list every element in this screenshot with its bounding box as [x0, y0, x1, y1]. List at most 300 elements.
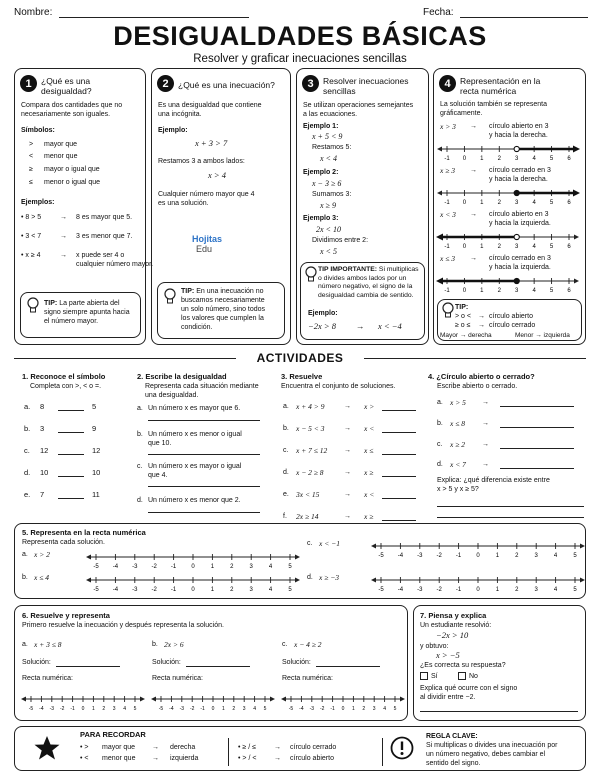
number-line[interactable] — [374, 575, 582, 593]
arrow-icon: → — [344, 425, 351, 432]
arrow-icon: → — [470, 255, 477, 262]
name-field[interactable] — [14, 7, 249, 18]
footer-divider — [228, 738, 229, 766]
solution-label: Solución: — [152, 659, 181, 666]
case-text-2: y hacia la izquierda. — [489, 220, 551, 227]
panel1-title: ¿Qué es una desigualdad? — [41, 76, 92, 96]
item-equation: x ≤ 8 — [450, 419, 465, 428]
tick-label: -3 — [132, 564, 138, 570]
case-text-2: y hacia la derecha. — [489, 176, 548, 183]
yes-option[interactable]: Sí — [420, 672, 438, 681]
panel3-title: Resolver inecuaciones sencillas — [323, 76, 409, 96]
item-letter: f. — [283, 513, 287, 520]
tick-label: 2 — [362, 706, 366, 712]
ex3-eq: 2x < 10 — [316, 225, 341, 234]
activity7-answer-line[interactable] — [420, 711, 578, 712]
left-value: 7 — [40, 490, 45, 499]
tick-label: 2 — [497, 156, 501, 162]
solution-blank[interactable] — [186, 666, 250, 667]
tick-label: 3 — [112, 706, 116, 712]
arrow-icon: → — [344, 403, 351, 410]
arrow-icon: → — [344, 447, 351, 454]
arrow-icon: → — [482, 461, 489, 468]
symbol-row: ≤ — [29, 179, 33, 186]
arrow-icon: → — [470, 211, 477, 218]
arrow-icon: → — [60, 233, 67, 240]
tick-label: 3 — [242, 706, 246, 712]
tick-label: 3 — [515, 244, 519, 250]
tick-label: -2 — [151, 564, 157, 570]
key-rule-text: Si multiplicas o divides una inecuación por un número negativo, debes cambiar el sentido del signo. — [426, 742, 558, 767]
footer-rule2-text: menor que — [102, 755, 136, 762]
number-line[interactable] — [89, 552, 297, 570]
item-result-prefix: x < — [364, 490, 375, 499]
tick-label: 3 — [534, 587, 538, 593]
activity5-instr: Representa cada solución. — [22, 539, 105, 546]
footer-divider — [382, 738, 383, 766]
tick-label: -5 — [28, 706, 34, 712]
tick-label: -1 — [70, 706, 75, 712]
lightbulb-icon — [163, 288, 177, 306]
ex1-eq: x + 5 < 9 — [312, 132, 343, 141]
arrow-icon: → — [60, 214, 67, 221]
tick-label: -3 — [132, 587, 138, 593]
activities-rule-right — [364, 358, 586, 359]
tick-label: 4 — [268, 587, 273, 593]
right-value: 5 — [92, 402, 97, 411]
yes-checkbox[interactable] — [420, 672, 428, 680]
number-line[interactable] — [440, 276, 576, 294]
panel2-desc: Es una desigualdad que contiene una incógnita. — [158, 102, 262, 118]
panel1-tip-text: TIP: La parte abierta del signo siempre apunta hacia el número mayor. — [44, 300, 130, 325]
arrow-icon: → — [274, 744, 281, 751]
left-value: 10 — [40, 468, 49, 477]
item-result-prefix: x ≤ — [364, 446, 374, 455]
page-title: DESIGUALDADES BÁSICAS — [113, 21, 487, 51]
tick-label: 2 — [497, 288, 501, 294]
tick-label: 5 — [549, 156, 554, 162]
answer-blank[interactable] — [382, 520, 416, 521]
tick-label: 5 — [263, 706, 267, 712]
ex1-title: Ejemplo 1: — [303, 123, 339, 130]
tick-label: -2 — [189, 706, 195, 712]
tick-label: 5 — [573, 587, 577, 593]
ex1-res: x < 4 — [320, 154, 337, 163]
tick-label: 6 — [567, 200, 571, 206]
item-equation: 2x > 6 — [164, 640, 184, 649]
tick-label: 4 — [532, 200, 536, 206]
answer-blank[interactable] — [500, 448, 574, 449]
ex2-step: Sumamos 3: — [312, 191, 352, 198]
example-expr: • x ≥ 4 — [21, 252, 41, 259]
arrow-icon: → — [482, 399, 489, 406]
tick-label: 1 — [495, 553, 500, 559]
answer-blank[interactable] — [58, 476, 84, 477]
item-letter: b. — [437, 420, 443, 427]
item-result-prefix: x ≥ — [364, 468, 374, 477]
activity4-answer-line[interactable] — [437, 517, 584, 518]
activity7-eq1: −2x > 10 — [436, 630, 469, 640]
ex3-res: x < 5 — [320, 247, 337, 256]
tick-label: 0 — [462, 288, 467, 294]
arrow-icon: → — [344, 491, 351, 498]
answer-blank[interactable] — [58, 454, 84, 455]
item-letter: d. — [307, 574, 313, 581]
tick-label: 5 — [288, 564, 292, 570]
tick-label: 1 — [480, 244, 484, 250]
activity1-title: 1. Reconoce el símbolo — [22, 372, 106, 381]
panel1-symbols-title: Símbolos: — [21, 127, 55, 134]
lightbulb-icon — [441, 302, 455, 320]
tick-label: 5 — [549, 288, 554, 294]
number-line[interactable] — [24, 694, 142, 712]
ex2-res: x ≥ 9 — [320, 201, 336, 210]
number-line-label: Recta numérica: — [22, 675, 73, 682]
symbol-row: < — [29, 153, 34, 160]
key-rule-title: REGLA CLAVE: — [426, 733, 478, 740]
item-equation: x < −1 — [319, 539, 340, 548]
number-line[interactable] — [89, 575, 297, 593]
footer-rule4-text: círculo abierto — [290, 755, 334, 762]
arrow-icon: → — [274, 755, 281, 762]
number-line[interactable] — [440, 144, 576, 162]
tick-label: -3 — [179, 706, 185, 712]
tick-label: -2 — [151, 587, 157, 593]
panel3-tip-text: TIP IMPORTANTE: Si multiplicas o divides ambos lados por un número negativo, el signo de la desigualdad cambia de sentido. — [318, 266, 419, 299]
tick-label: 4 — [268, 564, 273, 570]
answer-line[interactable] — [148, 454, 260, 455]
item-equation: x ≥ 2 — [450, 440, 465, 449]
tick-label: 6 — [567, 244, 571, 250]
panel4-tip-menor: Menor → izquierda — [515, 332, 570, 339]
no-option[interactable]: No — [458, 672, 478, 681]
tick-label: 1 — [210, 564, 215, 570]
warning-icon — [390, 736, 414, 760]
tick-label: 1 — [480, 200, 484, 206]
star-icon — [34, 735, 60, 761]
tick-label: -1 — [455, 587, 462, 593]
arrow-icon: → — [478, 313, 485, 320]
case-text-1: círculo abierto en 3 — [489, 123, 549, 130]
tick-label: 2 — [232, 706, 236, 712]
number-line[interactable] — [374, 541, 582, 559]
tick-label: 1 — [352, 706, 355, 712]
case-text-1: círculo cerrado en 3 — [489, 167, 551, 174]
item-letter: c. — [282, 641, 288, 648]
tick-label: 5 — [133, 706, 137, 712]
answer-blank[interactable] — [58, 432, 84, 433]
tick-label: -2 — [436, 553, 442, 559]
tick-label: 0 — [341, 706, 345, 712]
tick-label: -3 — [417, 553, 423, 559]
panel4-tip-mayor: Mayor → derecha — [440, 332, 492, 339]
case-description — [489, 122, 549, 140]
tick-label: -5 — [288, 706, 294, 712]
number-line[interactable] — [440, 232, 576, 250]
tick-label: -5 — [378, 587, 384, 593]
ex2-eq: x − 3 ≥ 6 — [312, 179, 342, 188]
item-text: Un número x es menor o igual — [148, 431, 242, 438]
no-checkbox[interactable] — [458, 672, 466, 680]
answer-blank[interactable] — [382, 432, 416, 433]
open-circle — [514, 146, 519, 151]
case-description — [489, 210, 551, 228]
tick-label: -4 — [397, 553, 404, 559]
panel1-desc: Compara dos cantidades que no necesariamente son iguales. — [21, 102, 123, 118]
panel3-number: 3 — [302, 75, 319, 92]
date-label: Fecha: — [423, 7, 454, 18]
activity4-question: Explica: ¿qué diferencia existe entre x > 5 y x ≥ 5? — [437, 477, 550, 493]
lightbulb-icon — [26, 297, 40, 315]
ex1-step: Restamos 5: — [312, 144, 352, 151]
tick-label: 3 — [515, 200, 519, 206]
tick-label: -5 — [93, 564, 99, 570]
footer-rule1: • > — [80, 744, 89, 751]
panel2-solution: Cualquier número mayor que 4 es una solución. — [158, 191, 255, 207]
tick-label: -1 — [444, 156, 450, 162]
item-text: Un número x es mayor que 6. — [148, 405, 241, 412]
item-equation: x − 2 ≥ 8 — [296, 468, 324, 477]
answer-blank[interactable] — [58, 498, 84, 499]
footer-rule2: • < — [80, 755, 89, 762]
footer-rule3: • ≥ / ≤ — [238, 744, 256, 751]
tick-label: 5 — [288, 587, 292, 593]
panel4-desc: La solución también se representa gráficamente. — [440, 101, 548, 117]
activity6-instr: Primero resuelve la inecuación y después representa la solución. — [22, 622, 224, 629]
item-equation: x − 4 ≥ 2 — [294, 640, 322, 649]
item-letter: c. — [283, 447, 289, 454]
tick-label: 0 — [462, 244, 467, 250]
tick-label: 1 — [222, 706, 225, 712]
tick-label: -2 — [319, 706, 325, 712]
item-text-2: que 4. — [148, 472, 168, 479]
tick-label: -3 — [49, 706, 55, 712]
tick-label: 0 — [462, 156, 467, 162]
solution-label: Solución: — [282, 659, 311, 666]
tick-label: 0 — [462, 200, 467, 206]
tick-label: 0 — [476, 553, 480, 559]
tick-label: -5 — [158, 706, 164, 712]
tick-label: -1 — [444, 244, 450, 250]
panel3-desc: Se utilizan operaciones semejantes a las ecuaciones. — [303, 102, 414, 118]
panel2-title: ¿Qué es una inecuación? — [178, 80, 275, 90]
arrow-icon: → — [344, 469, 351, 476]
case-expression: x ≥ 3 — [440, 166, 455, 175]
tick-label: -1 — [170, 587, 177, 593]
arrow-icon: → — [482, 441, 489, 448]
panel1-examples-title: Ejemplos: — [21, 199, 55, 206]
arrow-icon: → — [60, 252, 67, 259]
tick-label: -1 — [455, 553, 462, 559]
tick-label: 0 — [191, 587, 195, 593]
ex2-title: Ejemplo 2: — [303, 169, 339, 176]
ex3-title: Ejemplo 3: — [303, 215, 339, 222]
date-field[interactable] — [423, 7, 588, 18]
tick-label: 6 — [567, 288, 571, 294]
tick-label: -4 — [112, 587, 119, 593]
item-equation: x + 7 ≤ 12 — [296, 446, 328, 455]
tick-label: -2 — [59, 706, 65, 712]
tick-label: 6 — [567, 156, 571, 162]
footer-rule1-text: mayor que — [102, 744, 136, 751]
activity4-answer-line[interactable] — [437, 506, 584, 507]
tick-label: -4 — [39, 706, 44, 712]
item-letter: c. — [137, 463, 143, 470]
tick-label: 3 — [515, 156, 519, 162]
footer-rule1-dir: derecha — [170, 744, 196, 751]
arrow-icon: → — [482, 420, 489, 427]
example-text: 8 es mayor que 5. — [76, 214, 133, 221]
page-subtitle: Resolver y graficar inecuaciones sencillas — [193, 53, 407, 65]
lightbulb-icon — [304, 266, 318, 284]
number-line[interactable] — [284, 694, 402, 712]
answer-line[interactable] — [148, 512, 260, 513]
answer-line[interactable] — [148, 420, 260, 421]
panel2-eq1: x + 3 > 7 — [195, 138, 228, 148]
hojitas-logo: Hojitas Edu — [192, 234, 223, 254]
solution-blank[interactable] — [56, 666, 120, 667]
item-letter: b. — [24, 424, 31, 433]
symbol-text: mayor o igual que — [44, 166, 100, 173]
tick-label: 2 — [515, 587, 519, 593]
activity7-eq2: x > −5 — [436, 650, 460, 660]
answer-blank[interactable] — [382, 476, 416, 477]
tick-label: 1 — [480, 156, 484, 162]
case-text-1: círculo abierto en 3 — [489, 211, 549, 218]
activity7-instr: Un estudiante resolvió: — [420, 622, 492, 629]
tick-label: 4 — [123, 706, 126, 712]
tick-label: 3 — [249, 564, 253, 570]
solution-blank[interactable] — [316, 666, 380, 667]
footer-rule4: • > / < — [238, 755, 257, 762]
closed-circle — [514, 278, 519, 283]
tick-label: 3 — [372, 706, 376, 712]
case-expression: x > 3 — [440, 122, 456, 131]
example-expr: • 8 > 5 — [21, 214, 42, 221]
footer-rule3-text: círculo cerrado — [290, 744, 337, 751]
item-equation: 3x < 15 — [296, 490, 320, 499]
item-letter: e. — [24, 490, 31, 499]
right-value: 11 — [92, 490, 100, 499]
solution-label: Solución: — [22, 659, 51, 666]
symbol-text: mayor que — [44, 141, 78, 148]
answer-blank[interactable] — [500, 427, 574, 428]
example-expr: • 3 < 7 — [21, 233, 42, 240]
item-equation: x > 5 — [450, 398, 466, 407]
item-letter: d. — [24, 468, 31, 477]
tick-label: 2 — [230, 587, 234, 593]
item-equation: x − 5 < 3 — [296, 424, 325, 433]
right-value: 12 — [92, 446, 101, 455]
tick-label: -4 — [299, 706, 304, 712]
tick-label: 0 — [81, 706, 85, 712]
case-description — [489, 166, 551, 184]
answer-blank[interactable] — [382, 498, 416, 499]
tick-label: 5 — [393, 706, 397, 712]
tick-label: 2 — [515, 553, 519, 559]
tick-label: -5 — [378, 553, 384, 559]
footer-rule2-dir: izquierda — [170, 755, 199, 762]
arrow-icon: → — [356, 321, 365, 331]
item-equation: x ≥ −3 — [319, 573, 340, 582]
activity3-instr: Encuentra el conjunto de soluciones. — [281, 383, 396, 390]
tick-label: -2 — [436, 587, 442, 593]
item-letter: b. — [283, 425, 289, 432]
tick-label: -1 — [444, 288, 450, 294]
answer-blank[interactable] — [58, 410, 84, 411]
activity1-instr: Completa con >, < o =. — [30, 383, 102, 390]
panel1-number: 1 — [20, 75, 37, 92]
answer-blank[interactable] — [382, 454, 416, 455]
tick-label: 4 — [532, 156, 536, 162]
tick-label: -1 — [444, 200, 450, 206]
tick-label: -4 — [397, 587, 404, 593]
name-label: Nombre: — [14, 7, 53, 18]
item-text-2: que 10. — [148, 440, 172, 447]
item-letter: a. — [22, 641, 28, 648]
tick-label: 4 — [553, 553, 558, 559]
case-description — [489, 254, 551, 272]
tick-label: 1 — [210, 587, 215, 593]
activities-rule-left — [14, 358, 236, 359]
right-value: 10 — [92, 468, 101, 477]
item-letter: d. — [283, 469, 289, 476]
open-circle — [514, 234, 519, 239]
number-line[interactable] — [154, 694, 272, 712]
answer-line[interactable] — [148, 486, 260, 487]
panel2-number: 2 — [157, 75, 174, 92]
footer-title: PARA RECORDAR — [80, 730, 146, 739]
tick-label: 1 — [495, 587, 500, 593]
tick-label: -5 — [93, 587, 99, 593]
activity3-title: 3. Resuelve — [281, 372, 323, 381]
panel3-tip-example-title: Ejemplo: — [308, 310, 338, 317]
item-letter: a. — [22, 551, 28, 558]
tick-label: 3 — [515, 288, 519, 294]
case-expression: x < 3 — [440, 210, 456, 219]
activity4-instr: Escribe abierto o cerrado. — [437, 383, 518, 390]
answer-blank[interactable] — [382, 410, 416, 411]
tick-label: 0 — [211, 706, 215, 712]
panel2-step: Restamos 3 a ambos lados: — [158, 158, 245, 165]
activity2-instr: Representa cada situación mediante una desigualdad. — [145, 383, 259, 399]
item-letter: a. — [24, 402, 31, 411]
symbol-row: > — [29, 141, 34, 148]
item-letter: a. — [437, 399, 443, 406]
tick-label: -1 — [170, 564, 177, 570]
tick-label: 3 — [249, 587, 253, 593]
activity4-title: 4. ¿Círculo abierto o cerrado? — [428, 372, 535, 381]
item-letter: b. — [137, 431, 143, 438]
arrow-icon: → — [152, 744, 159, 751]
closed-circle — [514, 190, 519, 195]
tick-label: -1 — [330, 706, 335, 712]
right-value: 9 — [92, 424, 97, 433]
answer-blank[interactable] — [500, 406, 574, 407]
number-line-label: Recta numérica: — [282, 675, 333, 682]
item-equation: x + 3 ≤ 8 — [34, 640, 62, 649]
panel4-tip-label: TIP: — [455, 304, 469, 311]
left-value: 8 — [40, 402, 45, 411]
number-line[interactable] — [440, 188, 576, 206]
item-equation: 2x ≥ 14 — [296, 512, 319, 521]
answer-blank[interactable] — [500, 468, 574, 469]
item-letter: e. — [283, 491, 289, 498]
arrow-icon: → — [478, 322, 485, 329]
tick-label: 2 — [102, 706, 106, 712]
case-text-1: círculo cerrado en 3 — [489, 255, 551, 262]
panel4-title: Representación en la recta numérica — [460, 76, 541, 96]
